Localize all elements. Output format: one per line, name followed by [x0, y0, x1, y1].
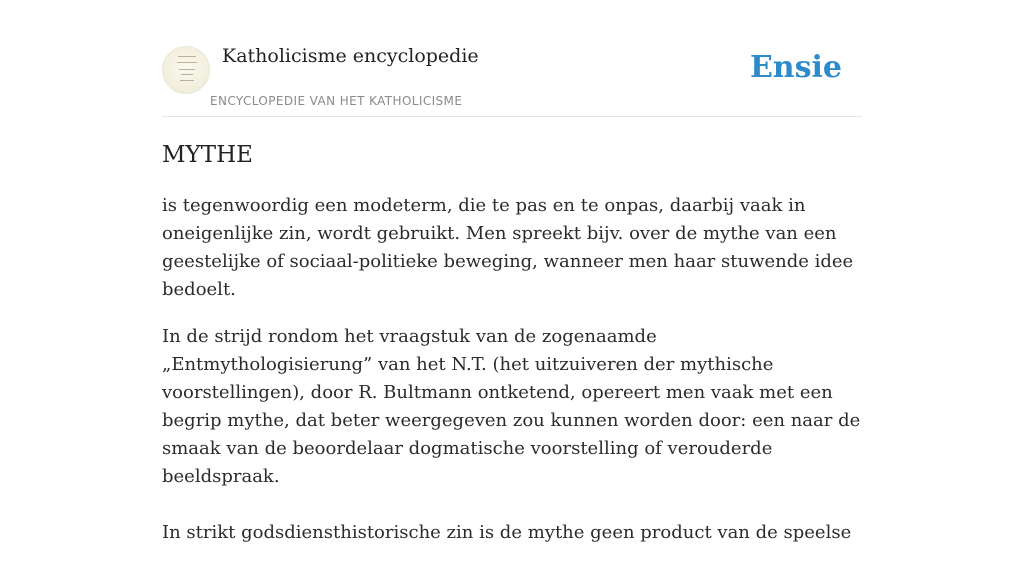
- brand-logo-link[interactable]: Ensie: [749, 50, 842, 85]
- article-paragraph: In de strijd rondom het vraagstuk van de zogenaamde „Entmythologisierung” van het N.T. (het uitzuiveren der mythische voorstellingen), door R. Bultmann ontketend, opereert men vaak met een begrip mythe, dat beter weergegeven zou kunnen worden door: een naar de smaak van de beoordelaar dogmatische voorstelling of verouderde beeldspraak.: [162, 326, 861, 487]
- site-title[interactable]: Katholicisme encyclopedie: [222, 45, 479, 67]
- site-header: [162, 40, 862, 117]
- encyclopedia-cover-thumbnail[interactable]: [162, 46, 210, 94]
- site-subtitle: ENCYCLOPEDIE VAN HET KATHOLICISME: [210, 94, 463, 108]
- article-paragraph: is tegenwoordig een modeterm, die te pas en te onpas, daarbij vaak in oneigenlijke zin, wordt gebruikt. Men spreekt bijv. over de mythe van een geestelijke of sociaal-politieke beweging, wanneer men haar stuwende idee bedoelt.: [162, 195, 854, 300]
- entry-title: MYTHE: [162, 142, 253, 168]
- article: [162, 138, 866, 566]
- article-paragraph: In strikt godsdiensthistorische zin is de mythe geen product van de speelse: [162, 522, 852, 543]
